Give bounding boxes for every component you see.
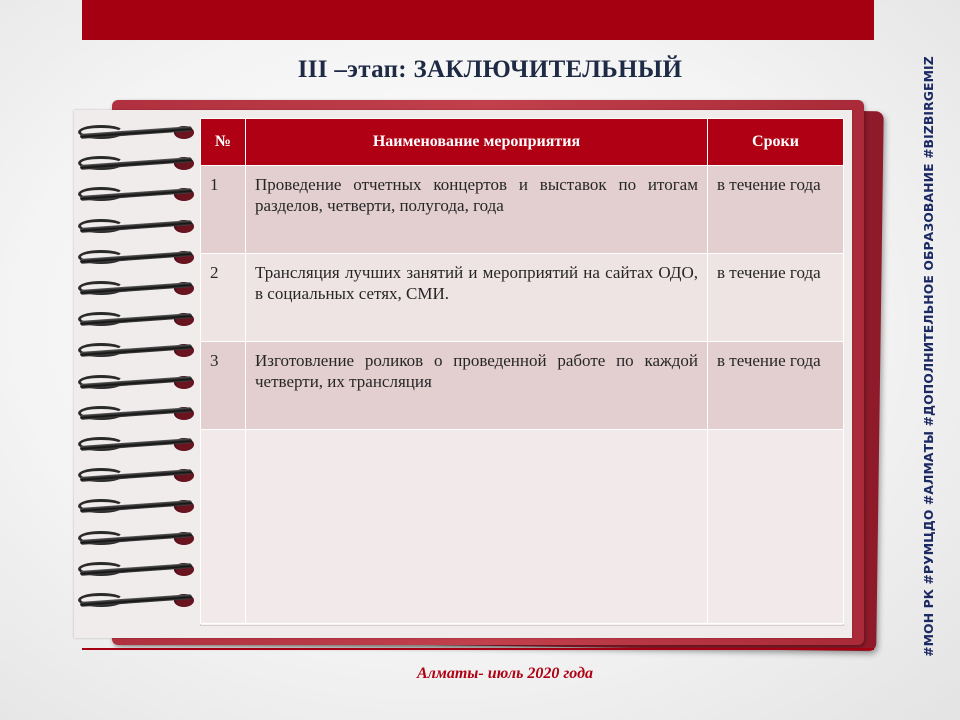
- spiral-ring: [74, 278, 198, 298]
- header-term: Сроки: [708, 119, 844, 166]
- row-number: 1: [201, 166, 246, 254]
- spiral-ring: [74, 340, 198, 360]
- spiral-ring: [74, 184, 198, 204]
- spiral-ring: [74, 372, 198, 392]
- bottom-accent-line: [82, 648, 874, 650]
- row-number: 2: [201, 254, 246, 342]
- table-row: [201, 342, 844, 430]
- events-table: [200, 118, 844, 624]
- footer-text: Алматы- июль 2020 года: [416, 665, 594, 682]
- top-accent-bar: [82, 0, 874, 40]
- spiral-ring: [74, 465, 198, 485]
- spiral-ring: [74, 434, 198, 454]
- table-row: [201, 254, 844, 342]
- row-term: в течение года: [708, 166, 844, 254]
- spiral-ring: [74, 309, 198, 329]
- row-event-name: Проведение отчетных концертов и выставок по итогам разделов, четверти, полугода, года: [246, 166, 708, 254]
- table-header-row: [201, 119, 844, 166]
- page-title: III –этап: ЗАКЛЮЧИТЕЛЬНЫЙ: [297, 56, 683, 83]
- side-hashtags: [915, 55, 941, 657]
- spiral-ring: [74, 247, 198, 267]
- table-row: [201, 166, 844, 254]
- row-term: в течение года: [708, 342, 844, 430]
- spiral-ring: [74, 216, 198, 236]
- row-event-name: [246, 430, 708, 624]
- spiral-ring: [74, 153, 198, 173]
- header-number: №: [201, 119, 246, 166]
- spiral-ring: [74, 528, 198, 548]
- spiral-ring: [74, 122, 198, 142]
- header-event-name: Наименование мероприятия: [246, 119, 708, 166]
- row-event-name: Изготовление роликов о проведенной работе по каждой четверти, их трансляция: [246, 342, 708, 430]
- table-row-empty: [201, 430, 844, 624]
- row-number: 3: [201, 342, 246, 430]
- row-event-name: Трансляция лучших занятий и мероприятий на сайтах ОДО, в социальных сетях, СМИ.: [246, 254, 708, 342]
- spiral-binding: [74, 118, 198, 628]
- side-hashtags-text: #МОН РК #РУМЦДО #АЛМАТЫ #ДОПОЛНИТЕЛЬНОЕ ОБРАЗОВАНИЕ #BIZBIRGEMIZ: [920, 55, 936, 657]
- row-term: в течение года: [708, 254, 844, 342]
- row-number: [201, 430, 246, 624]
- spiral-ring: [74, 559, 198, 579]
- spiral-ring: [74, 590, 198, 610]
- spiral-ring: [74, 403, 198, 423]
- row-term: [708, 430, 844, 624]
- spiral-ring: [74, 496, 198, 516]
